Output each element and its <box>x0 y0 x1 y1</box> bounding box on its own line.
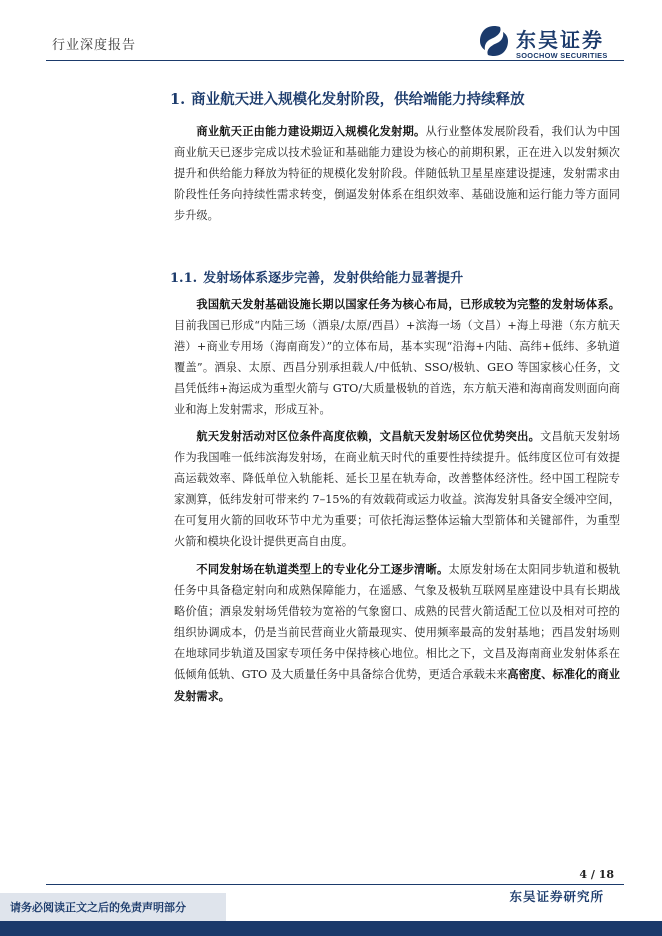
section-number: 1. <box>170 91 186 108</box>
logo-name: 东吴证券 <box>516 28 604 52</box>
report-type-label: 行业深度报告 <box>52 38 137 53</box>
paragraph-2-lead: 我国航天发射基础设施长期以国家任务为核心布局，已形成较为完整的发射场体系。 <box>196 297 620 311</box>
disclaimer-band <box>0 893 226 921</box>
paragraph-4-emphasis: 高密度、标准化的商业发射需求。 <box>174 667 620 703</box>
paragraph-4 <box>174 559 620 707</box>
paragraph-1 <box>174 121 620 226</box>
subsection-heading <box>170 267 463 286</box>
section-title: 商业航天进入规模化发射阶段，供给端能力持续释放 <box>191 91 525 108</box>
paragraph-3-body: 文昌航天发射场作为我国唯一低纬滨海发射场，在商业航天时代的重要性持续提升。低纬度区位可有效提高运载效率、降低单位入轨能耗、延长卫星在轨寿命，改善整体经济性。经中国工程院专家测算，低纬发射可带来约 7–15%的有效载荷或运力收益。滨海发射具备安全缓冲空间，在可复用火箭的回收环节中尤为重要；可依托海运整体运输大型箭体和关键部件，为重型火箭和模块化设计提供更高自由度。 <box>174 430 620 549</box>
logo-subtitle: SOOCHOW SECURITIES <box>516 51 608 60</box>
paragraph-3-lead: 航天发射活动对区位条件高度依赖，文昌航天发射场区位优势突出。 <box>196 429 541 443</box>
header-divider <box>46 60 624 61</box>
paragraph-3 <box>174 426 620 553</box>
subsection-title: 发射场体系逐步完善，发射供给能力显著提升 <box>203 271 464 286</box>
subsection-number: 1.1. <box>170 271 198 286</box>
paragraph-1-body: 从行业整体发展阶段看，我们认为中国商业航天已逐步完成以技术验证和基础能力建设为核心的前期积累，正在进入以发射频次提升和供给能力释放为特征的规模化发射阶段。伴随低轨卫星星座建设提速，发射需求由阶段性任务向持续性需求转变，倒逼发射体系在组织效率、基础设施和运行能力等方面同步升级。 <box>174 125 620 223</box>
paragraph-2 <box>174 294 620 421</box>
paragraph-2-body: 目前我国已形成“内陆三场（酒泉/太原/西昌）+滨海一场（文昌）+海上母港（东方航天港）+商业专用场（海南商发）”的立体布局，基本实现“沿海+内陆、高纬+低纬、多轨道覆盖”。酒泉、太原、西昌分别承担载人/中低轨、SSO/极轨、GEO 等国家核心任务，文昌凭低纬+海运成为重型火箭与 GTO/大质量极轨的首选，东方航天港和海南商发则面向商业和海上发射需求，形成互补。 <box>174 319 620 417</box>
footer-divider <box>46 884 624 885</box>
footer-bar <box>0 921 662 936</box>
company-logo <box>478 24 618 64</box>
paragraph-4-body: 太原发射场在太阳同步轨道和极轨任务中具备稳定射向和成熟保障能力，在遥感、气象及极轨互联网星座建设中具有长期战略价值；酒泉发射场凭借较为宽裕的气象窗口、成熟的民营火箭适配工位以及相对可控的组织协调成本，仍是当前民营商业火箭最现实、使用频率最高的发射基地；西昌发射场则在地球同步轨道及国家专项任务中保持核心地位。相比之下，文昌及海南商业发射体系在低倾角低轨、GTO 及大质量任务中具备综合优势，更适合承载未来 <box>174 563 620 682</box>
logo-mark-icon <box>478 24 510 58</box>
page-number: 4 / 18 <box>579 868 614 881</box>
disclaimer-text: 请务必阅读正文之后的免责声明部分 <box>10 901 186 914</box>
paragraph-1-lead: 商业航天正由能力建设期迈入规模化发射期。 <box>196 124 426 138</box>
section-heading <box>170 88 525 109</box>
institute-name: 东吴证券研究所 <box>509 889 604 904</box>
paragraph-4-lead: 不同发射场在轨道类型上的专业化分工逐步清晰。 <box>196 562 449 576</box>
